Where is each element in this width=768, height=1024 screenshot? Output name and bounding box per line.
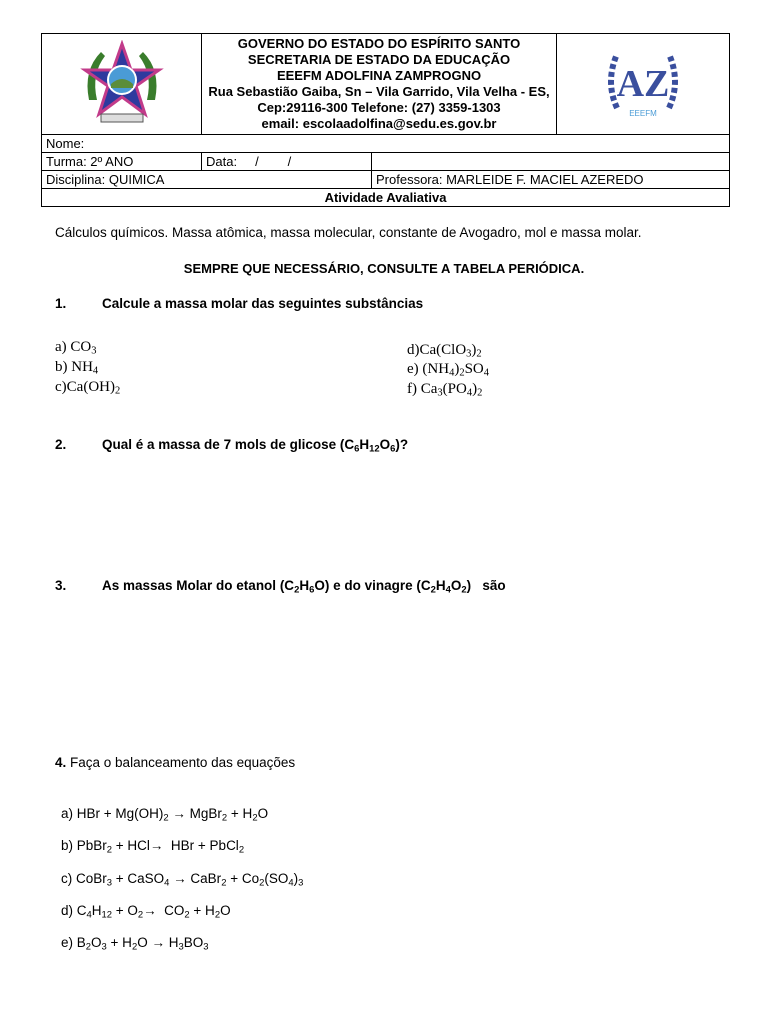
disciplina-field: Disciplina: QUIMICA — [42, 171, 372, 189]
equation-e: e) $B_2O_3 + H_2O \to H_3BO_3$ — [61, 935, 209, 953]
header-line-5: Cep:29116-300 Telefone: (27) 3359-1303 — [257, 100, 501, 115]
q2-number: 2. — [55, 437, 67, 452]
school-logo-cell — [557, 34, 730, 135]
header-line-6: email: escolaadolfina@sedu.es.gov.br — [261, 116, 497, 131]
nome-field[interactable]: Nome: — [42, 135, 730, 153]
q4-heading: 4. Faça o balanceamento das equações — [55, 755, 296, 770]
equation-a: a) HBr + $Mg(OH)_2$ → MgBr$_2$ + $H_2O$ — [61, 806, 269, 824]
header-line-4: Rua Sebastião Gaiba, Sn – Vila Garrido, Vila Velha - ES, — [208, 84, 550, 99]
q3-text: As massas Molar do etanol $(C_2H_6O)$ e do vinagre $(C_2H_4O_2)$ são — [102, 578, 506, 596]
q1-item-a: a) $CO_3$ — [55, 339, 97, 357]
notice-text: SEMPRE QUE NECESSÁRIO, CONSULTE A TABELA PERIÓDICA. — [183, 261, 585, 276]
q3-number: 3. — [55, 578, 67, 593]
header-line-3: EEEFM ADOLFINA ZAMPROGNO — [276, 68, 482, 83]
logo-sub: EEEFM — [629, 108, 657, 118]
header-table — [41, 33, 730, 207]
q1-text: Calcule a massa molar das seguintes substâncias — [102, 296, 424, 311]
blank-field[interactable] — [372, 153, 730, 171]
q2-text: Qual é a massa de 7 mols de glicose $(C_6H_{12}O_6)$? — [102, 437, 409, 455]
turma-field: Turma: 2º ANO — [42, 153, 202, 171]
atividade-title: Atividade Avaliativa — [42, 189, 730, 207]
q1-item-e: e) $(NH_4)_2SO_4$ — [407, 361, 490, 379]
school-logo-icon — [603, 42, 683, 124]
school-header — [202, 34, 557, 135]
equation-d: d) $C_4H_{12} + O_2\to CO_2 + H_2O$ — [61, 903, 231, 921]
q1-item-d: $d)Ca(ClO_3)_2$ — [407, 342, 482, 360]
header-line-1: GOVERNO DO ESTADO DO ESPÍRITO SANTO — [237, 36, 521, 51]
logo-letters: AZ — [616, 62, 670, 105]
state-coat-of-arms-cell — [42, 34, 202, 135]
data-field[interactable]: Data: / / — [202, 153, 372, 171]
q1-number: 1. — [55, 296, 67, 311]
q1-item-c: $c)Ca(OH)_2$ — [55, 379, 121, 397]
equation-c: c) CoBr$_3$ + CaSO$_4$ → CaBr$_2$ + $Co_2(SO_4)_3$ — [61, 871, 304, 889]
intro-text: Cálculos químicos. Massa atômica, massa molecular, constante de Avogadro, mol e massa molar. — [55, 225, 642, 240]
equation-b: b) PbBr$_2$ + HCl→ HBr + PbCl$_2$ — [61, 838, 245, 856]
professora-field: Professora: MARLEIDE F. MACIEL AZEREDO — [372, 171, 730, 189]
q1-item-f: f) $Ca_3(PO_4)_2$ — [407, 381, 483, 399]
header-line-2: SECRETARIA DE ESTADO DA EDUCAÇÃO — [247, 52, 511, 67]
q1-item-b: b) $NH_4$ — [55, 359, 99, 377]
state-coat-of-arms-icon — [79, 40, 165, 126]
